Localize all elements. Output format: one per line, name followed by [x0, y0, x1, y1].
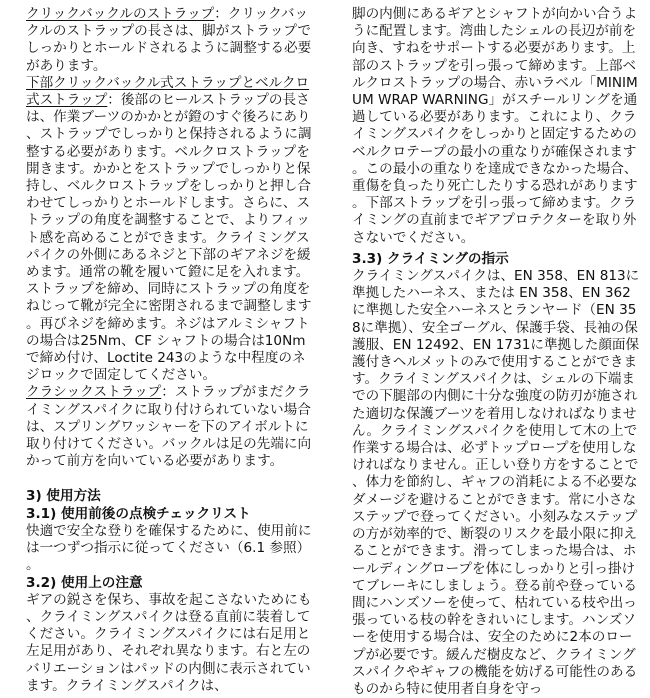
section-3-3-text: クライミングスパイクは、EN 358、EN 813に準拠したハーネス、または EN 358、EN 362に準拠した安全ハーネスとランヤード（EN 358に準拠）、安全ゴーグル、保護手袋、長袖の保護服、EN 12492、EN 1731に準拠した顔面保護付きヘルメットのみで使用することができます。クライミングスパイクは、シェルの下端までの下腿部の内側に十分な強度の防刃が施された適切な保護ブーツを着用しなければなりません。クライミングスパイクを使用して木の上で作業する場合は、必ずトップロープを使用しなければなりません。正しい登り方をすることで、体力を節約し、ギャフの消耗による不必要なダメージを避けることができます。常に小さなステップで登ってください。小刻みなステップの方が効率的で、断裂のリスクを最小限に抑えることができます。滑ってしまった場合は、ホールディングロープを体にしっかりと引っ掛けてブレーキにしましょう。登る前や登っている間にハンズソーを使って、枯れている枝や出っ張っている枝の幹をきれいにします。ハンズソーを使用する場合は、安全のために2本のロープが必要です。緩んだ樹皮など、クライミングスパイクやギャフの機能を妨げる可能性のあるものから特に使用者自身を守っ	[352, 268, 640, 697]
click-buckle-strap-heading: クリックバックルのストラップ	[26, 6, 215, 22]
right-column	[352, 6, 644, 698]
lower-strap-paragraph	[26, 75, 316, 385]
classic-strap-paragraph	[26, 384, 316, 470]
section-3-1-text: 快適で安全な登りを確保するために、使用前には一つずつ指示に従ってください（6.1 参照）。	[26, 522, 312, 574]
section-gap	[26, 470, 316, 488]
section-3-1-heading: 3.1) 使用前後の点検チェックリスト	[26, 505, 251, 522]
section-3-heading: 3) 使用方法	[26, 488, 101, 505]
left-column	[26, 6, 316, 695]
fitting-instructions-text: 脚の内側にあるギアとシャフトが向かい合うように配置します。湾曲したシェルの長辺が前を向き、すねをサポートする必要があります。上部のストラップを引っ張って締めます。上部ベルクロストラップの場合、赤いラベル「MINIMUM WRAP WARNING」がスチールリングを通過している必要があります。これにより、クライミングスパイクをしっかりと固定するためのベルクロテープの最小の重なりが確保されます。この最小の重なりを達成できなかった場合、重傷を負ったり死亡したりする恐れがあります。下部ストラップを引っ張って締めます。クライミングの直前までギアプロテクターを取り外さないでください。	[352, 6, 638, 246]
click-buckle-strap-text: ：クリックバックルのストラップの長さは、脚がストラップでしっかりとホールドされるように調整する必要があります。	[26, 6, 312, 74]
classic-strap-text: ：ストラップがまだクライミングスパイクに取り付けられていない場合は、スプリングワッシャーを下のアイボルトに取り付けてください。バックルは足の先端に向かって前方を向いている必要があります。	[26, 384, 312, 470]
click-buckle-strap-paragraph	[26, 6, 316, 75]
classic-strap-heading: クラシックストラップ	[26, 384, 162, 401]
lower-strap-heading: 下部クリックバックル式ストラップとベルクロ式ストラップ	[26, 74, 310, 109]
section-3-3-heading: 3.3) クライミングの指示	[352, 250, 509, 267]
lower-strap-text: ：後部のヒールストラップの長さは、作業ブーツのかかとが鐙のすぐ後ろにあり、ストラップでしっかりと保持されるように調整する必要があります。ベルクロストラップを開きます。かかとをストラップでしっかりと保持し、ベルクロストラップをしっかりと押し合わせてしっかりとホールドします。さらに、ストラップの角度を調整することで、よりフィット感を高めることができます。クライミングスパイクの外側にあるネジと下部のギアネジを緩めます。通常の靴を履いて鐙に足を入れます。ストラップを締め、同時にストラップの角度をねじって靴が完全に密閉されるまで調整します。再びネジを締めます。ネジはアルミシャフトの場合は25Nm、CF シャフトの場合は10Nmで締め付け、Loctite 243のような中程度のネジロックで固定してください。	[26, 92, 312, 384]
section-3-2-text: ギアの鋭さを保ち、事故を起こさないためにも、クライミングスパイクは登る直前に装着してください。クライミングスパイクには右足用と左足用があり、それぞれ異なります。右と左のバリエーションはパッドの内側に表示されています。クライミングスパイクは、	[26, 591, 312, 694]
section-3-2-heading: 3.2) 使用上の注意	[26, 574, 143, 591]
